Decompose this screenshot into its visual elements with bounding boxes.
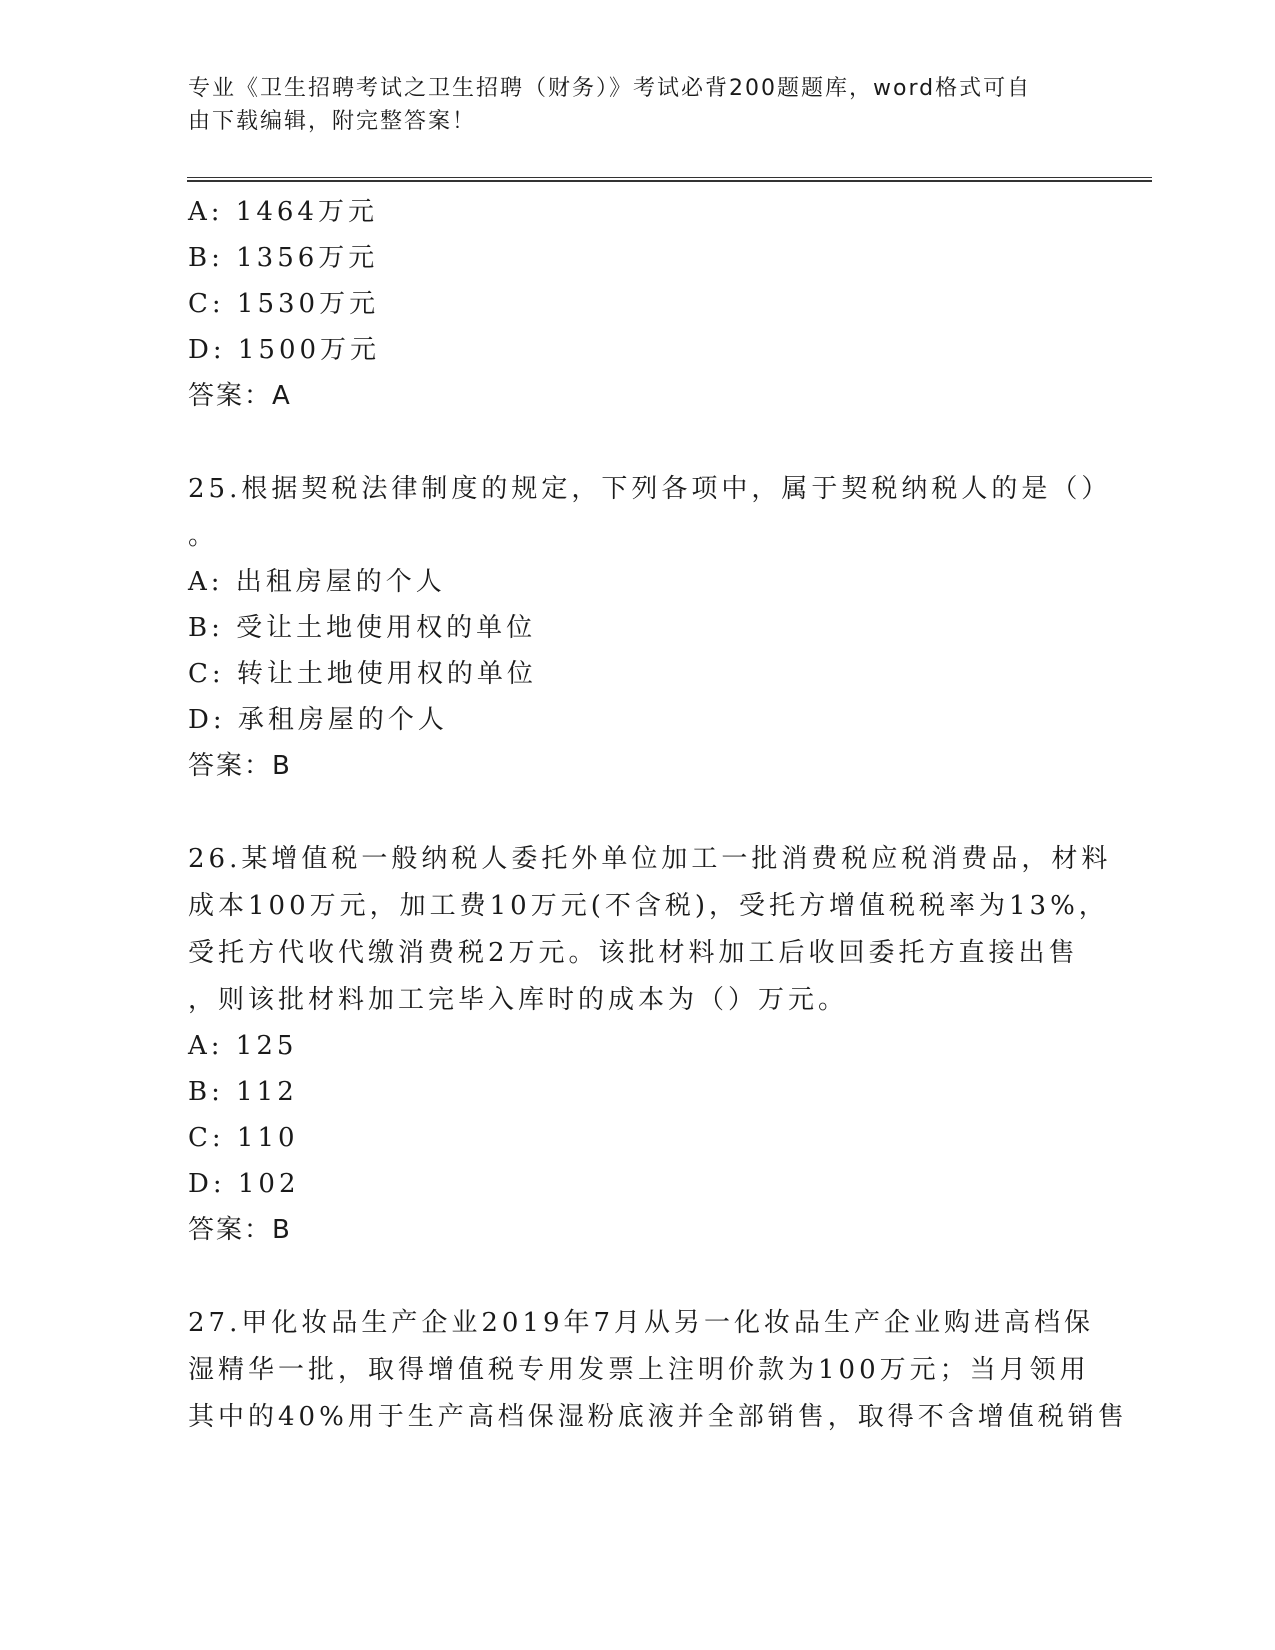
option-c: C: 110 [188, 1123, 299, 1153]
option-d: D: 102 [188, 1169, 300, 1199]
question-stem: 25.根据契税法律制度的规定，下列各项中，属于契税纳税人的是（） [188, 474, 1112, 504]
answer: 答案：A [188, 381, 292, 411]
question-stem: 湿精华一批，取得增值税专用发票上注明价款为100万元；当月领用 [188, 1355, 1090, 1385]
option-a: A: 1464万元 [188, 197, 378, 227]
option-a: A: 125 [188, 1031, 298, 1061]
answer: 答案：B [188, 1215, 292, 1245]
question-content [188, 189, 1128, 1441]
spacer [188, 789, 1088, 836]
option-b: B: 受让土地使用权的单位 [188, 613, 537, 643]
question-27 [188, 1300, 1128, 1441]
question-24 [188, 189, 1088, 419]
question-stem: 其中的40%用于生产高档保湿粉底液并全部销售，取得不含增值税销售 [188, 1402, 1128, 1432]
option-a: A: 出租房屋的个人 [188, 567, 446, 597]
option-c: C: 1530万元 [188, 289, 380, 319]
header-divider [187, 177, 1152, 182]
question-26 [188, 836, 1112, 1253]
answer: 答案：B [188, 751, 292, 781]
option-d: D: 1500万元 [188, 335, 381, 365]
option-b: B: 112 [188, 1077, 298, 1107]
header-line-2: 由下载编辑，附完整答案！ [188, 109, 477, 134]
option-d: D: 承租房屋的个人 [188, 705, 448, 735]
question-stem: 成本100万元，加工费10万元(不含税)，受托方增值税税率为13%， [188, 891, 1109, 921]
question-stem: 。 [188, 521, 219, 551]
header-line-1: 专业《卫生招聘考试之卫生招聘（财务）》考试必背200题题库，word格式可自 [188, 76, 1032, 101]
spacer [188, 1253, 1088, 1300]
spacer [188, 419, 1088, 466]
question-stem: 受托方代收代缴消费税2万元。该批材料加工后收回委托方直接出售 [188, 938, 1079, 968]
question-stem: 26.某增值税一般纳税人委托外单位加工一批消费税应税消费品，材料 [188, 844, 1112, 874]
question-25 [188, 466, 1112, 789]
option-b: B: 1356万元 [188, 243, 379, 273]
option-c: C: 转让土地使用权的单位 [188, 659, 537, 689]
question-stem: ，则该批材料加工完毕入库时的成本为（）万元。 [188, 985, 849, 1015]
question-stem: 27.甲化妆品生产企业2019年7月从另一化妆品生产企业购进高档保 [188, 1308, 1095, 1338]
document-header [188, 72, 1068, 138]
